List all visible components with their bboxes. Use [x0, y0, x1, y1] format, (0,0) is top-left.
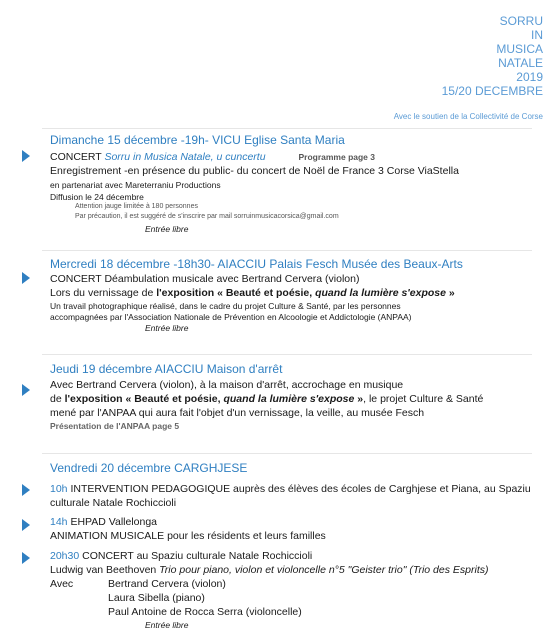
header-line: IN [531, 28, 543, 42]
event-line: ANIMATION MUSICALE pour les résidents et leurs familles [50, 530, 326, 542]
performer: Paul Antoine de Rocca Serra (violoncelle) [108, 606, 302, 618]
arrow-icon [22, 552, 30, 564]
activity: INTERVENTION PEDAGOGIQUE auprès des élèves des écoles de Carghjese et Piana, au Spaziu [67, 483, 531, 495]
event-concert [50, 151, 375, 163]
divider [42, 354, 532, 355]
performer: Bertrand Cervera (violon) [108, 578, 226, 590]
arrow-icon [22, 272, 30, 284]
event-line: CONCERT Déambulation musicale avec Bertrand Cervera (violon) [50, 273, 360, 285]
exhibit-subtitle: quand la lumière s'expose [315, 287, 446, 299]
event-recording: Enregistrement -en présence du public- du concert de Noël de France 3 Corse ViaStella [50, 165, 459, 177]
header-line: NATALE [498, 56, 543, 70]
exhibit-subtitle: quand la lumière s'expose [223, 393, 355, 405]
event-line [50, 287, 455, 299]
entry-free: Entrée libre [145, 323, 189, 333]
presentation-ref: Présentation de l'ANPAA page 5 [50, 421, 180, 431]
header-support: Avec le soutien de la Collectivité de Corse [393, 112, 543, 121]
event-date: Jeudi 19 décembre AIACCIU Maison d'arrêt [50, 362, 283, 376]
work-title: Trio pour piano, violon et violoncelle n°5 "Geister trio" (Trio des Esprits) [159, 564, 489, 576]
header-line: 2019 [516, 70, 543, 84]
event-line: culturale Natale Rochiccioli [50, 497, 177, 509]
event-partner: en partenariat avec Mareterraniu Productions [50, 180, 221, 190]
event-line [50, 550, 312, 562]
event-line [50, 483, 531, 495]
arrow-icon [22, 384, 30, 396]
arrow-icon [22, 519, 30, 531]
header-line: 15/20 DECEMBRE [441, 84, 543, 98]
time: 20h30 [50, 550, 80, 562]
header-line: MUSICA [496, 42, 543, 56]
arrow-icon [22, 484, 30, 496]
text-part: , le projet Culture & Santé [363, 393, 484, 405]
event-gauge: Attention jauge limitée à 180 personnes [75, 203, 198, 210]
entry-free: Entrée libre [145, 224, 189, 234]
event-line: Avec Bertrand Cervera (violon), à la maison d'arrêt, accrochage en musique [50, 379, 404, 391]
event-line: mené par l'ANPAA qui aura fait l'objet d'un vernissage, la veille, au musée Fesch [50, 407, 425, 419]
program-ref: Programme page 3 [298, 152, 375, 162]
activity: CONCERT au Spaziu culturale Natale Rochiccioli [79, 550, 313, 562]
event-line [50, 516, 157, 528]
divider [42, 128, 532, 129]
activity: EHPAD Vallelonga [67, 516, 158, 528]
divider [42, 250, 532, 251]
event-broadcast: Diffusion le 24 décembre [50, 192, 144, 202]
with-label: Avec [50, 578, 74, 590]
event-line [50, 564, 489, 576]
header-title [442, 14, 543, 98]
exhibit-title: l'exposition « Beauté et poésie, [64, 393, 224, 405]
event-date: Dimanche 15 décembre -19h- VICU Eglise Santa Maria [50, 133, 345, 147]
concert-label: CONCERT [50, 151, 102, 163]
event-date: Vendredi 20 décembre CARGHJESE [50, 461, 248, 475]
divider [42, 453, 532, 454]
text-part: de [50, 393, 65, 405]
event-date: Mercredi 18 décembre -18h30- AIACCIU Palais Fesch Musée des Beaux-Arts [50, 257, 463, 271]
event-line: accompagnées par l'Association Nationale de Prévention en Alcoologie et Addictologie (ANPAA) [50, 312, 412, 322]
concert-title: Sorru in Musica Natale, u cuncertu [104, 151, 266, 163]
entry-free: Entrée libre [145, 620, 189, 630]
event-line: Un travail photographique réalisé, dans le cadre du projet Culture & Santé, par les personnes [50, 301, 401, 311]
performer: Laura Sibella (piano) [108, 592, 205, 604]
text-part: » [354, 393, 364, 405]
event-precaution: Par précaution, il est suggéré de s'inscrire par mail sorruinmusicacorsica@gmail.com [75, 213, 339, 220]
text-part: Lors du vernissage de [50, 287, 157, 299]
text-part: » [446, 287, 455, 299]
time: 14h [50, 516, 68, 528]
event-line [50, 393, 483, 405]
composer: Ludwig van Beethoven [50, 564, 160, 576]
exhibit-title: l'exposition « Beauté et poésie, [156, 287, 316, 299]
arrow-icon [22, 150, 30, 162]
header-line: SORRU [499, 14, 543, 28]
time: 10h [50, 483, 68, 495]
